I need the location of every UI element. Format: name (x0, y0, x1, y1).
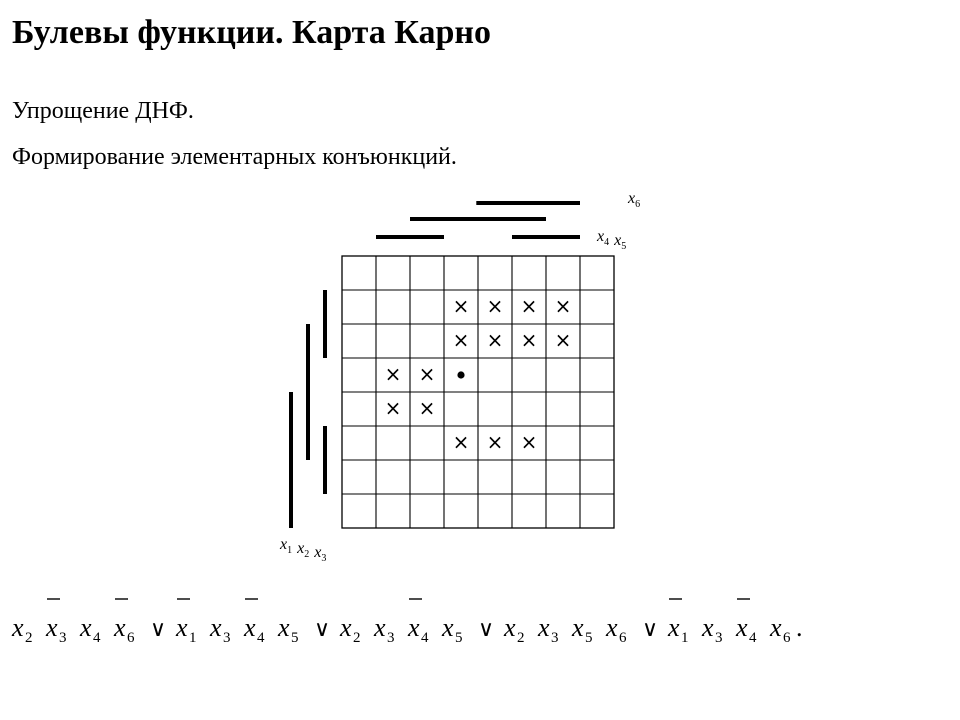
label-x4-x5 (596, 228, 626, 252)
var-subscript: 2 (304, 549, 310, 560)
kmap-cross-mark: × (452, 430, 470, 454)
negated-literal (667, 599, 689, 646)
literal-var: x (408, 613, 420, 642)
literal-subscript: 4 (421, 630, 429, 646)
literal (277, 613, 299, 646)
kmap-cross-mark: × (486, 328, 504, 352)
literal-var: x (702, 613, 714, 642)
literal-subscript: 2 (25, 630, 33, 646)
literal-subscript: 4 (257, 630, 265, 646)
literal-subscript: 3 (551, 630, 559, 646)
literal-subscript: 4 (749, 630, 757, 646)
literal-subscript: 3 (223, 630, 231, 646)
kmap-grid (342, 256, 614, 528)
kmap-cross-mark: × (452, 294, 470, 318)
literal (571, 613, 593, 646)
literal-var: x (538, 613, 550, 642)
literal-subscript: 5 (291, 630, 299, 646)
literal-subscript: 5 (455, 630, 463, 646)
literal (441, 613, 463, 646)
negated-literal (407, 599, 429, 646)
kmap-cross-mark: × (486, 294, 504, 318)
var-subscript: 6 (635, 199, 641, 210)
negated-literal (113, 599, 135, 646)
var-subscript: 3 (321, 553, 327, 564)
or-operator: ∨ (150, 617, 167, 642)
literal (11, 613, 33, 646)
formula-term (667, 599, 791, 646)
var-letter: x (280, 536, 288, 553)
literal-subscript: 3 (59, 630, 67, 646)
literal-subscript: 2 (353, 630, 361, 646)
literal-var: x (12, 613, 24, 642)
kmap-cross-mark: × (384, 362, 402, 386)
literal-var: x (46, 613, 58, 642)
literal-subscript: 5 (585, 630, 593, 646)
literal-var: x (114, 613, 126, 642)
literal-subscript: 6 (619, 630, 627, 646)
karnaugh-map (270, 185, 660, 565)
literal-var: x (770, 613, 782, 642)
kmap-cross-mark: × (418, 362, 436, 386)
literal-subscript: 2 (517, 630, 525, 646)
formula-end-period: . (796, 613, 803, 642)
literal-subscript: 3 (715, 630, 723, 646)
literal (503, 613, 525, 646)
literal (769, 613, 791, 646)
literal-subscript: 4 (93, 630, 101, 646)
literal-subscript: 6 (783, 630, 791, 646)
literal-var: x (504, 613, 516, 642)
literal-var: x (278, 613, 290, 642)
literal-var: x (244, 613, 256, 642)
var-letter: x (314, 544, 322, 561)
kmap-cross-mark: × (520, 294, 538, 318)
page-title: Булевы функции. Карта Карно (12, 14, 491, 51)
literal-subscript: 1 (681, 630, 689, 646)
var-subscript: 4 (604, 237, 610, 248)
kmap-cross-mark: × (520, 328, 538, 352)
literal-var: x (572, 613, 584, 642)
var-subscript: 1 (287, 545, 293, 556)
kmap-top-bars (376, 203, 580, 237)
subtitle-conjunctions: Формирование элементарных конъюнкций. (12, 144, 457, 170)
literal-var: x (210, 613, 222, 642)
label-x1-x2-x3 (279, 536, 326, 564)
literal (79, 613, 101, 646)
negated-literal (243, 599, 265, 646)
kmap-cross-mark: × (418, 396, 436, 420)
label-x6 (627, 190, 640, 210)
literal-subscript: 1 (189, 630, 197, 646)
or-operator: ∨ (642, 617, 659, 642)
literal (209, 613, 231, 646)
simplified-dnf-formula (10, 586, 840, 656)
literal-subscript: 6 (127, 630, 135, 646)
kmap-left-bars (291, 290, 325, 528)
negated-literal (45, 599, 67, 646)
literal-var: x (442, 613, 454, 642)
var-letter: x (628, 190, 636, 207)
kmap-cross-mark: × (486, 430, 504, 454)
kmap-cross-mark: × (554, 328, 572, 352)
formula-term (339, 599, 463, 646)
literal (373, 613, 395, 646)
kmap-dot-mark (457, 371, 464, 378)
formula-term (11, 599, 135, 646)
literal-subscript: 3 (387, 630, 395, 646)
or-operator: ∨ (314, 617, 331, 642)
formula-term (503, 613, 627, 646)
literal (605, 613, 627, 646)
literal-var: x (606, 613, 618, 642)
literal-var: x (736, 613, 748, 642)
var-letter: x (614, 232, 622, 249)
formula-term (175, 599, 299, 646)
literal-var: x (176, 613, 188, 642)
kmap-cross-mark: × (452, 328, 470, 352)
negated-literal (175, 599, 197, 646)
literal (339, 613, 361, 646)
kmap-cross-mark: × (554, 294, 572, 318)
literal-var: x (80, 613, 92, 642)
negated-literal (735, 599, 757, 646)
literal-var: x (668, 613, 680, 642)
kmap-cross-mark: × (384, 396, 402, 420)
literal (701, 613, 723, 646)
var-subscript: 5 (621, 241, 627, 252)
literal (537, 613, 559, 646)
literal-var: x (374, 613, 386, 642)
or-operator: ∨ (478, 617, 495, 642)
subtitle-simplification: Упрощение ДНФ. (12, 98, 194, 124)
literal-var: x (340, 613, 352, 642)
var-letter: x (297, 540, 305, 557)
kmap-cross-mark: × (520, 430, 538, 454)
var-letter: x (597, 228, 605, 245)
